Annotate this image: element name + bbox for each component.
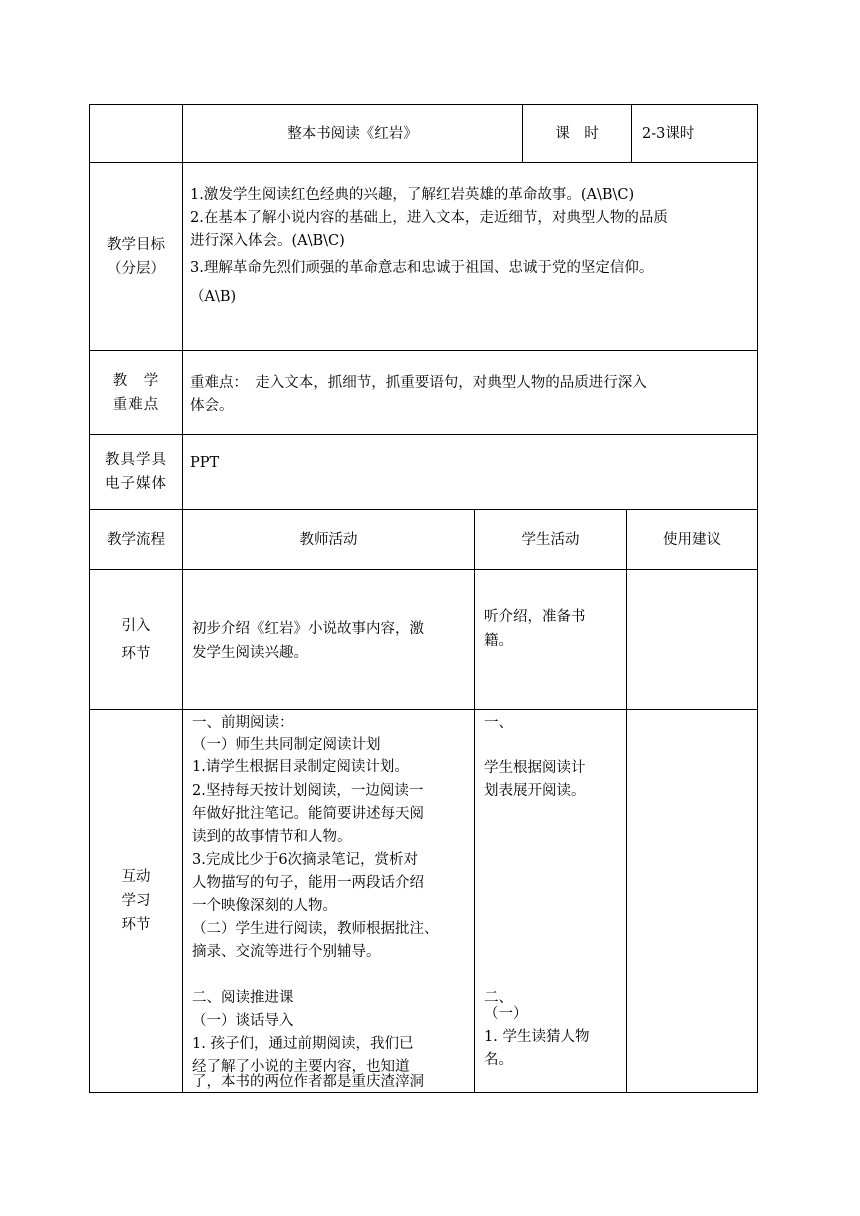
flow-header-stage: 教学流程	[107, 531, 165, 548]
keypoints-label	[90, 351, 182, 434]
teacher-line-15: 1. 孩子们，通过前期阅读，我们已	[192, 1036, 414, 1052]
student-line-1: 一、	[484, 715, 513, 731]
table-rule	[89, 350, 758, 351]
tools-value: PPT	[190, 455, 220, 471]
student-line-5: 二、	[484, 990, 513, 1006]
intro-advice	[627, 570, 757, 709]
student-line-7: 1. 学生读猜人物	[484, 1029, 590, 1045]
keypoints-label-line1: 教 学	[112, 372, 160, 389]
teacher-line-9: 一个映像深刻的人物。	[192, 898, 337, 914]
goals-label-line2: （分层）	[107, 260, 165, 277]
teacher-line-11: 摘录、交流等进行个别辅导。	[192, 944, 381, 960]
interactive-label-line1: 互动	[121, 869, 151, 885]
teacher-line-10: （二）学生进行阅读，教师根据批注、	[192, 921, 439, 937]
table-rule	[89, 162, 758, 163]
intro-teacher-line-1: 初步介绍《红岩》小说故事内容，激	[192, 621, 424, 637]
student-line-8: 名。	[484, 1052, 513, 1068]
table-rule	[89, 434, 758, 435]
teacher-line-3: 1.请学生根据目录制定阅读计划。	[192, 759, 409, 775]
tools-label-line2: 电子媒体	[105, 476, 167, 492]
table-column-rule	[631, 104, 632, 163]
interactive-label	[90, 710, 182, 1092]
interactive-label-line2: 学习	[121, 893, 151, 909]
intro-label-line1: 引入	[121, 617, 151, 634]
goal-line-2: 2.在基本了解小说内容的基础上，进入文本，走近细节，对典型人物的品质	[190, 210, 668, 226]
table-column-rule	[474, 509, 475, 1093]
interactive-label-line3: 环节	[121, 917, 151, 933]
teacher-line-6: 读到的故事情节和人物。	[192, 829, 352, 845]
flow-header-student: 学生活动	[521, 531, 580, 548]
goals-label	[90, 163, 182, 350]
teacher-line-2: （一）师生共同制定阅读计划	[192, 737, 381, 753]
intro-student-line-1: 听介绍，准备书	[484, 609, 586, 625]
keypoints-line-2: 体会。	[190, 398, 234, 414]
flow-header-advice: 使用建议	[663, 531, 721, 548]
teacher-line-4: 2.坚持每天按计划阅读，一边阅读一	[192, 783, 424, 799]
goal-line-3: 进行深入体会。(A\B\C)	[190, 233, 345, 249]
interactive-advice	[627, 710, 757, 1092]
intro-student-line-2: 籍。	[484, 633, 513, 649]
teacher-line-1: 一、前期阅读：	[192, 715, 294, 731]
teacher-line-7: 3.完成比少于6次摘录笔记，赏析对	[192, 852, 419, 868]
intro-teacher-line-2: 发学生阅读兴趣。	[192, 645, 308, 661]
student-line-3: 学生根据阅读计	[484, 760, 586, 776]
tools-label-line1: 教具学具	[105, 452, 167, 468]
student-line-6: （一）	[484, 1006, 528, 1022]
teacher-line-17: 了，本书的两位作者都是重庆渣滓洞	[192, 1074, 424, 1090]
period-value: 2-3课时	[642, 125, 695, 142]
teacher-line-5: 年做好批注笔记。能简要讲述每天阅	[192, 806, 424, 822]
tools-label	[90, 435, 182, 509]
teacher-line-8: 人物描写的句子，能用一两段话介绍	[192, 875, 424, 891]
table-border-right	[757, 104, 758, 1093]
goal-line-4: 3.理解革命先烈们顽强的革命意志和忠诚于祖国、忠诚于党的坚定信仰。	[190, 260, 654, 276]
flow-header-teacher: 教师活动	[299, 531, 358, 548]
intro-label-line2: 环节	[121, 645, 151, 662]
teacher-line-16: 经了解了小说的主要内容，也知道	[192, 1059, 410, 1075]
goal-line-1: 1.激发学生阅读红色经典的兴趣，了解红岩英雄的革命故事。(A\B\C)	[190, 187, 635, 203]
goals-label-line1: 教学目标	[107, 236, 165, 253]
keypoints-line-1: 重难点： 走入文本，抓细节，抓重要语句，对典型人物的品质进行深入	[190, 375, 647, 391]
period-label: 课 时	[555, 125, 599, 142]
lesson-title: 整本书阅读《红岩》	[287, 125, 418, 142]
student-line-4: 划表展开阅读。	[484, 783, 586, 799]
keypoints-label-line2: 重难点	[112, 396, 160, 413]
intro-label	[90, 570, 182, 709]
table-column-rule	[182, 104, 183, 1093]
goal-line-5: （A\B)	[190, 289, 237, 305]
teacher-line-14: （一）谈话导入	[192, 1013, 294, 1029]
teacher-line-13: 二、阅读推进课	[192, 990, 294, 1006]
